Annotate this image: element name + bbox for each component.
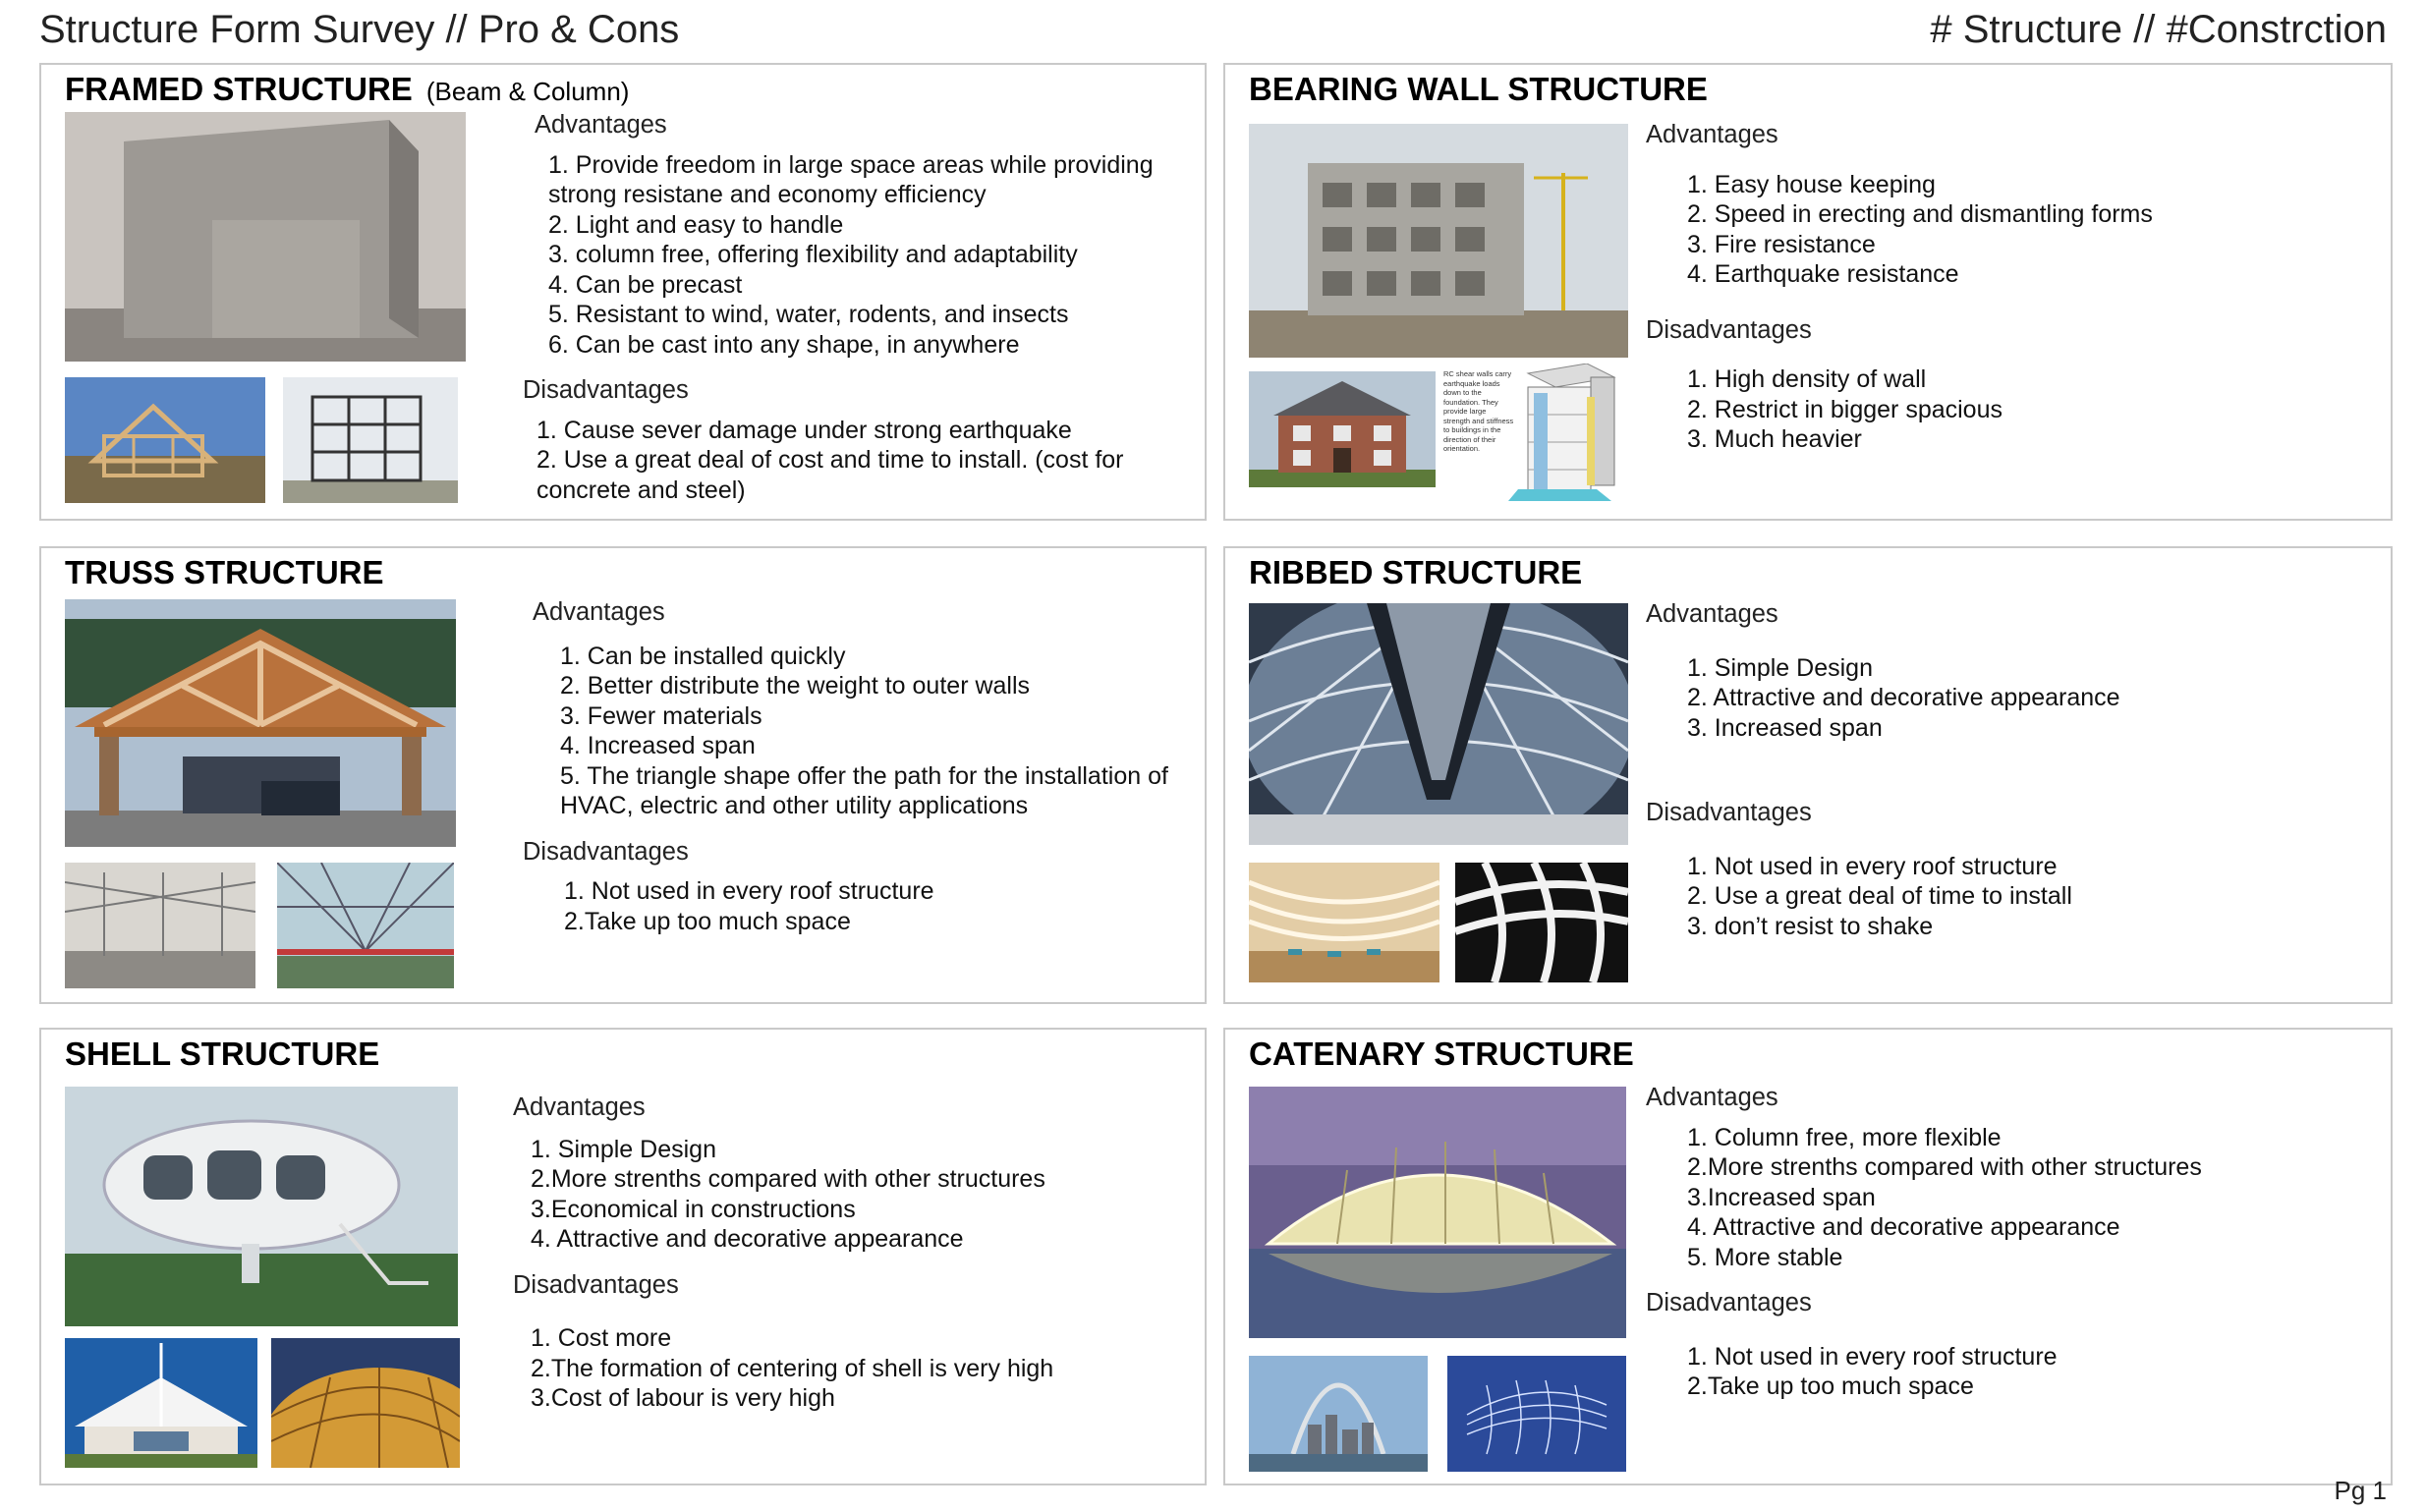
- catenary-grid-render: [1447, 1356, 1626, 1472]
- shear-wall-diagram: [1439, 364, 1632, 505]
- gateway-arch-photo: [1249, 1356, 1428, 1472]
- list-item: 4. Can be precast: [548, 270, 743, 299]
- list-item: 3.Economical in constructions: [531, 1195, 856, 1223]
- truss-advantages: [523, 597, 1191, 936]
- list-item: 3.Increased span: [1687, 1183, 1876, 1211]
- timber-truss-entrance-photo: [65, 599, 456, 847]
- list-item: 2. Speed in erecting and dismantling forms: [1687, 200, 2153, 228]
- panel-title: FRAMED STRUCTURE (Beam & Column): [65, 71, 630, 107]
- list-item: 4. Attractive and decorative appearance: [531, 1225, 964, 1253]
- ribbed-structure-panel: [1223, 546, 2393, 1004]
- advantages-heading: Advantages: [513, 1093, 646, 1121]
- list-item: 3. don’t resist to shake: [1687, 912, 1934, 940]
- advantages-heading: Advantages: [535, 111, 667, 139]
- golden-shell-dome-photo: [271, 1338, 460, 1468]
- list-item: 3. column free, offering flexibility and adaptability: [548, 241, 1078, 268]
- disadvantages-heading: Disadvantages: [1646, 799, 1812, 826]
- shell-advantages: [513, 1092, 1191, 1414]
- framed-advantages: [523, 110, 1191, 505]
- list-item: 1. Cost more: [531, 1324, 672, 1352]
- advantages-heading: Advantages: [533, 598, 665, 626]
- list-item: 5. Resistant to wind, water, rodents, and insects: [548, 301, 1069, 328]
- list-item: 1. Provide freedom in large space areas while providing strong resistane and economy efficiency: [548, 150, 1154, 208]
- ribbed-interior-photo: [1249, 863, 1439, 982]
- valencia-hemisferic-photo: [1249, 1087, 1626, 1338]
- list-item: 1. High density of wall: [1687, 365, 1927, 393]
- list-item: 1. Not used in every roof structure: [1687, 1342, 2058, 1371]
- list-item: 2. Light and easy to handle: [548, 210, 844, 239]
- list-item: 1. Column free, more flexible: [1687, 1123, 2002, 1151]
- list-item: 3. Fewer materials: [560, 701, 762, 730]
- bearing-advantages: [1646, 120, 2373, 455]
- list-item: 1. Easy house keeping: [1687, 170, 1936, 198]
- panel-title: SHELL STRUCTURE: [65, 1036, 380, 1072]
- list-item: 5. More stable: [1687, 1243, 1843, 1271]
- disadvantages-heading: Disadvantages: [1646, 1289, 1812, 1316]
- panel-title: BEARING WALL STRUCTURE: [1249, 71, 1708, 107]
- futuristic-shell-house-photo: [65, 1087, 458, 1326]
- advantages-heading: Advantages: [1646, 121, 1778, 148]
- list-item: 1. Cause sever damage under strong earthquake: [536, 416, 1072, 444]
- advantages-heading: Advantages: [1646, 600, 1778, 628]
- list-item: 4. Increased span: [560, 732, 756, 759]
- list-item: 5. The triangle shape offer the path for the installation of HVAC, electric and other utility applications: [560, 761, 1168, 819]
- reichstag-dome-photo: [1249, 603, 1628, 845]
- ribbed-ceiling-photo: [1455, 863, 1628, 982]
- list-item: 2. Better distribute the weight to outer walls: [560, 672, 1031, 700]
- bearing-wall-structure-panel: [1223, 63, 2393, 521]
- list-item: 2.More strenths compared with other structures: [531, 1165, 1045, 1193]
- list-item: 3.Cost of labour is very high: [531, 1384, 835, 1412]
- list-item: 4. Attractive and decorative appearance: [1687, 1213, 2120, 1241]
- brick-house-photo: [1249, 371, 1436, 487]
- disadvantages-heading: Disadvantages: [523, 376, 689, 404]
- list-item: 2. Restrict in bigger spacious: [1687, 395, 2003, 423]
- disadvantages-heading: Disadvantages: [523, 837, 689, 866]
- tent-shell-building-photo: [65, 1338, 257, 1468]
- steel-frame-photo: [283, 377, 458, 503]
- list-item: 2.Take up too much space: [564, 907, 851, 935]
- truss-structure-panel: [39, 546, 1207, 1004]
- list-item: 2. Use a great deal of cost and time to install. (cost for concrete and steel): [536, 446, 1124, 504]
- disadvantages-heading: Disadvantages: [1646, 315, 1812, 344]
- panel-title: TRUSS STRUCTURE: [65, 554, 384, 590]
- list-item: 3. Increased span: [1687, 713, 1883, 742]
- list-item: 3. Fire resistance: [1687, 230, 1876, 258]
- catenary-advantages: [1646, 1083, 2373, 1402]
- ribbed-advantages: [1646, 599, 2373, 941]
- list-item: 2.More strenths compared with other structures: [1687, 1153, 2202, 1181]
- catenary-structure-panel: [1223, 1028, 2393, 1485]
- list-item: 6. Can be cast into any shape, in anywhere: [548, 330, 1020, 359]
- wood-frame-house-photo: [65, 377, 265, 503]
- shell-structure-panel: [39, 1028, 1207, 1485]
- list-item: 1. Not used in every roof structure: [564, 877, 934, 905]
- list-item: 2. Use a great deal of time to install: [1687, 882, 2072, 910]
- list-item: 1. Simple Design: [531, 1135, 716, 1163]
- framed-structure-panel: [39, 63, 1207, 521]
- list-item: 2.The formation of centering of shell is very high: [531, 1354, 1054, 1382]
- advantages-heading: Advantages: [1646, 1084, 1778, 1111]
- concrete-frame-building-photo: [65, 112, 466, 362]
- disadvantages-heading: Disadvantages: [513, 1270, 679, 1299]
- concrete-building-under-construction-photo: [1249, 124, 1628, 358]
- document-tag: # Structure // #Constrction: [1930, 8, 2387, 51]
- panel-subtitle: (Beam & Column): [425, 77, 630, 106]
- list-item: 3. Much heavier: [1687, 425, 1862, 453]
- panel-title: CATENARY STRUCTURE: [1249, 1036, 1634, 1072]
- page-number: Pg 1: [2334, 1476, 2387, 1505]
- list-item: 2. Attractive and decorative appearance: [1687, 684, 2120, 711]
- list-item: 4. Earthquake resistance: [1687, 260, 1959, 288]
- list-item: 1. Not used in every roof structure: [1687, 852, 2058, 880]
- list-item: 2.Take up too much space: [1687, 1372, 1974, 1400]
- truss-roof-interior-photo: [65, 863, 255, 988]
- list-item: 1. Can be installed quickly: [560, 642, 846, 670]
- glass-truss-roof-photo: [277, 863, 454, 988]
- list-item: 1. Simple Design: [1687, 653, 1873, 682]
- diagram-caption: RC shear walls carry earthquake loads down to the foundation. They provide large strength and stiffness to buildings in the direction of their orientation.: [1443, 369, 1514, 453]
- document-title: Structure Form Survey // Pro & Cons: [39, 8, 680, 51]
- panel-title: RIBBED STRUCTURE: [1249, 554, 1583, 590]
